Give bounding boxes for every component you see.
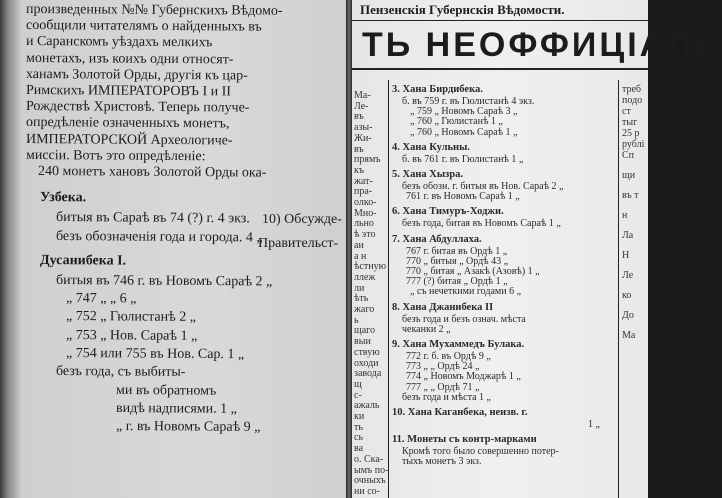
column-fragment: треб <box>622 84 642 95</box>
coin-entry: „ 759 „ Новомъ Сараѣ 3 „ <box>410 106 518 118</box>
column-fragment: очныхъ <box>354 475 386 487</box>
section-heading: Узбека. <box>39 190 87 206</box>
coin-entry: „ г. въ Новомъ Сараѣ 9 „ <box>115 419 261 436</box>
header-rule <box>352 20 648 21</box>
section-banner: ТЬ НЕОФФИЦІАЛЬ <box>362 26 722 64</box>
column-fragment: ь <box>354 314 359 326</box>
column-fragment: завода <box>354 368 382 380</box>
coin-entry: тыхъ монетъ 3 экз. <box>402 456 482 468</box>
column-fragment: Н <box>622 250 630 261</box>
coin-entry: 761 г. въ Новомъ Сараѣ 1 „ <box>406 191 520 203</box>
coin-entry: 767 г. битая въ Ордѣ 1 „ <box>406 245 508 257</box>
margin-fragment: Правительст- <box>258 236 339 251</box>
coin-entry: безъ года и мѣста 1 „ <box>402 391 491 403</box>
coin-entry: битыя въ Сараѣ въ 74 (?) г. 4 экз. <box>55 210 250 227</box>
column-fragment: сь <box>354 432 363 444</box>
banner-rule <box>352 68 648 70</box>
column-fragment: ва <box>354 443 364 455</box>
ruler-title: 4. Хана Кульны. <box>392 141 470 153</box>
column-fragment: выи <box>354 336 371 348</box>
coin-entry: б. въ 761 г. въ Гюлистанѣ 1 „ <box>402 153 524 165</box>
margin-fragment: 10) Обсужде- <box>262 212 342 227</box>
column-fragment: Мно- <box>354 207 377 219</box>
left-text-line: и Саранскомъ уѣздахъ мелкихъ <box>25 34 213 51</box>
column-fragment: ть <box>354 421 363 433</box>
left-text-line: ханамъ Золотой Орды, другія къ цар- <box>25 66 248 84</box>
ruler-title: 7. Хана Абдуллаха. <box>392 233 482 245</box>
column-fragment: ни со- <box>354 485 380 497</box>
column-fragment: ажаль <box>354 400 380 412</box>
ruler-title: 10. Хана Каганбека, неизв. г. <box>392 407 528 418</box>
coin-entry: „ съ нечеткими годами 6 „ <box>410 286 522 298</box>
column-fragment: ствую <box>354 346 380 358</box>
coin-entry: битыя въ 746 г. въ Новомъ Сараѣ 2 „ <box>55 272 273 290</box>
column-fragment: 25 р <box>622 128 640 139</box>
left-text-line: миссіи. Вотъ это опредѣленіе: <box>25 147 206 165</box>
coin-entry: Кромѣ того было совершенно потер- <box>402 446 559 458</box>
coin-entry: „ 747 „ „ 6 „ <box>65 291 137 307</box>
ruler-title: 3. Хана Бирдибека. <box>392 84 483 95</box>
section-heading: Дусанибека I. <box>39 252 127 269</box>
column-fragment: Ма <box>622 330 636 341</box>
column-fragment: къ <box>354 164 365 176</box>
coin-entry: безъ обозначенія года и города. 4 „ <box>55 228 263 245</box>
coin-entry: безъ года, съ выбиты- <box>55 364 186 381</box>
column-fragment: щаго <box>354 325 375 337</box>
column-fragment: азы- <box>354 122 373 134</box>
ruler-title: 6. Хана Тимуръ-Ходжи. <box>392 206 504 218</box>
column-fragment: оходи <box>354 357 379 369</box>
coin-entry: безъ года и безъ означ. мѣста <box>402 313 526 325</box>
column-fragment: прямъ <box>354 154 381 166</box>
ruler-title: 9. Хана Мухаммедъ Булака. <box>392 339 525 350</box>
column-fragment: До <box>622 310 634 321</box>
right-page <box>352 0 722 498</box>
column-fragment: Сп <box>622 150 635 161</box>
coin-entry: чеканки 2 „ <box>402 323 451 335</box>
running-head: Пензенскія Губернскія Вѣдомости. <box>360 2 565 17</box>
column-fragment: олко- <box>354 197 377 208</box>
coin-entry: безъ обозн. г. битыя въ Нов. Сараѣ 2 „ <box>402 181 564 192</box>
column-fragment: подо <box>622 95 643 106</box>
coin-entry: „ 760 „ Новомъ Сараѣ 1 „ <box>410 126 518 138</box>
column-fragment: въ <box>354 143 364 155</box>
coin-entry: 770 „ битая „ Азакѣ (Азовѣ) 1 „ <box>406 266 540 277</box>
coin-entry: 777 „ „ Ордѣ 71 „ <box>406 381 480 393</box>
left-text-line: Римскихъ ИМПЕРАТОРОВЪ I и II <box>25 83 232 100</box>
left-text-line: Рождествѣ Христовѣ. Теперь получе- <box>25 99 250 116</box>
column-fragment: въ <box>354 111 364 123</box>
column-fragment: льно <box>354 218 374 230</box>
column-fragment: с- <box>354 389 362 401</box>
column-fragment: ко <box>622 290 632 301</box>
ruler-title: 11. Монеты съ контр-марками <box>392 434 537 446</box>
column-fragment: тыг <box>622 117 638 128</box>
left-text-line: 240 монетъ хановъ Золотой Орды ока- <box>37 164 267 181</box>
column-fragment: ымъ по- <box>354 464 389 476</box>
coin-entry: 773 „ „ Ордѣ 24 „ <box>406 361 480 373</box>
column-fragment: пра- <box>354 186 373 198</box>
column-fragment: въ т <box>622 190 639 201</box>
column-fragment: ѣть <box>354 293 369 305</box>
column-fragment: жаго <box>354 304 375 315</box>
column-fragment: Ла <box>622 230 634 241</box>
left-text-line: произведенных №№ Губернскихъ Вѣдомо- <box>25 2 283 19</box>
column-fragment: н <box>622 210 628 221</box>
column-fragment: Ле <box>622 270 634 281</box>
left-page <box>0 0 346 498</box>
ruler-title: 8. Хана Джанибека II <box>392 301 494 313</box>
column-fragment: рублі <box>622 139 645 150</box>
column-fragment: ст <box>622 106 631 117</box>
coin-entry: 770 „ битыя „ Ордѣ 43 „ <box>406 255 509 267</box>
column-fragment: ли <box>354 282 365 294</box>
coin-entry: видѣ надписями. 1 „ <box>115 400 237 417</box>
coin-entry: „ 752 „ Гюлистанѣ 2 „ <box>65 309 196 326</box>
coin-entry: „ 760 „ Гюлистанѣ 1 „ <box>410 116 503 128</box>
column-fragment: Ле- <box>354 100 369 112</box>
column-fragment: ллеж <box>354 271 376 283</box>
column-fragment: жат- <box>354 175 373 187</box>
column-rule-right <box>618 80 619 498</box>
column-fragment: щ <box>354 378 362 390</box>
left-text-line: ИМПЕРАТОРСКОЙ Археологиче- <box>25 131 233 149</box>
column-rule-left <box>388 80 389 498</box>
coin-entry: 772 г. б. въ Ордѣ 9 „ <box>406 351 491 362</box>
coin-entry: 774 „ Новомъ Моджарѣ 1 „ <box>406 371 521 383</box>
column-fragment: о. Ска- <box>354 453 384 465</box>
column-fragment: аи <box>354 239 364 251</box>
column-fragment: ки <box>354 411 365 422</box>
coin-entry: ми въ обратномъ <box>115 382 217 399</box>
coin-entry: безъ года, битая въ Новомъ Сараѣ 1 „ <box>402 218 561 230</box>
left-text-line: опредѣленіе означенныхъ монетъ, <box>25 115 230 132</box>
left-text-line: монетахъ, изъ коихъ одни относят- <box>25 50 234 68</box>
ruler-title: 5. Хана Хызра. <box>392 169 463 180</box>
column-fragment: щи <box>622 170 636 181</box>
column-fragment: Жи- <box>354 132 372 144</box>
coin-entry: „ 753 „ Нов. Сараѣ 1 „ <box>65 327 198 344</box>
coin-entry: 1 „ <box>588 419 600 430</box>
column-fragment: Ма- <box>354 90 371 101</box>
column-fragment: ѣстную <box>354 261 387 273</box>
left-text-line: сообщили читателямъ о найденныхъ въ <box>25 18 262 35</box>
coin-entry: „ 754 или 755 въ Нов. Сар. 1 „ <box>65 346 245 363</box>
coin-entry: 777 (?) битая „ Ордѣ 1 „ <box>406 276 508 288</box>
column-fragment: ѣ это <box>354 229 376 241</box>
column-fragment: а н <box>354 250 367 262</box>
coin-entry: б. въ 759 г. въ Гюлистанѣ 4 экз. <box>402 96 535 107</box>
